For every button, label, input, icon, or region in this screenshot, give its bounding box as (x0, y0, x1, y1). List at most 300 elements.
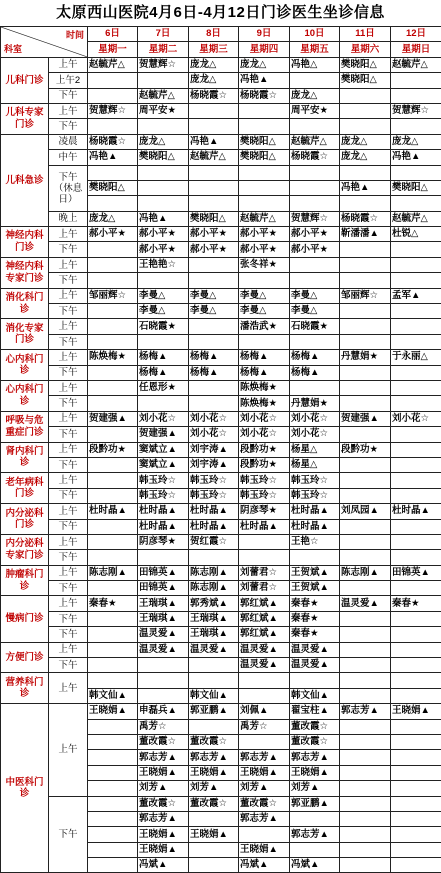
doctor-cell: 董改霞☆ (189, 734, 239, 749)
doctor-cell (138, 550, 189, 565)
date-header-row (1, 27, 441, 42)
doctor-cell (290, 380, 340, 395)
doctor-cell: 王晓娟▲ (138, 842, 189, 857)
doctor-cell: 温灵爱▲ (290, 642, 340, 657)
doctor-cell (290, 196, 340, 211)
doctor-cell: 刘蕾君☆ (239, 581, 290, 596)
schedule-row (1, 134, 441, 149)
doctor-cell: 郝小平★ (138, 242, 189, 257)
schedule-row (1, 350, 441, 365)
doctor-cell: 段黔功★ (239, 457, 290, 472)
doctor-cell: 申磊兵▲ (138, 704, 189, 719)
weekday-header-cell: 星期二 (138, 42, 189, 57)
corner-time-label: 时间 (66, 28, 84, 42)
weekday-header-cell: 星期六 (340, 42, 391, 57)
time-period-label: 下午 (49, 627, 88, 642)
doctor-cell: 韩文仙▲ (189, 688, 239, 703)
doctor-cell: 庞龙△ (340, 150, 391, 165)
doctor-cell (88, 319, 138, 334)
doctor-cell (239, 334, 290, 349)
doctor-cell (189, 165, 239, 180)
schedule-row (1, 442, 441, 457)
weekday-header-cell: 星期一 (88, 42, 138, 57)
doctor-cell: 刘凤园▲ (340, 504, 391, 519)
doctor-cell: 杨梅▲ (138, 350, 189, 365)
doctor-cell: 陈志刚▲ (189, 581, 239, 596)
doctor-cell: 韩玉玲☆ (290, 473, 340, 488)
doctor-cell (189, 319, 239, 334)
schedule-row (1, 457, 441, 472)
department-label: 肾内科门诊 (1, 442, 49, 473)
doctor-cell: 董改霞☆ (239, 796, 290, 811)
time-period-label: 上午 (49, 288, 88, 303)
doctor-cell (88, 842, 138, 857)
doctor-cell (189, 257, 239, 272)
doctor-cell: 李曼△ (239, 304, 290, 319)
doctor-cell: 郝小平★ (290, 242, 340, 257)
doctor-cell: 郭志芳▲ (239, 811, 290, 826)
doctor-cell: 郭红斌▲ (239, 596, 290, 611)
doctor-cell: 孟军▲ (391, 288, 441, 303)
doctor-cell: 郭志芳▲ (138, 750, 189, 765)
doctor-cell: 丹慧娟★ (290, 396, 340, 411)
doctor-cell (88, 811, 138, 826)
doctor-cell (189, 119, 239, 134)
doctor-cell (290, 811, 340, 826)
doctor-cell (391, 534, 441, 549)
date-header-cell: 7日 (138, 27, 189, 42)
doctor-cell (340, 427, 391, 442)
doctor-cell (290, 842, 340, 857)
time-period-label: 晚上 (49, 211, 88, 226)
doctor-cell: 杜时晶▲ (88, 504, 138, 519)
doctor-cell (391, 304, 441, 319)
time-period-label: 上午 (49, 227, 88, 242)
doctor-cell (340, 88, 391, 103)
date-header-cell: 6日 (88, 27, 138, 42)
doctor-cell: 杨晓霞☆ (290, 150, 340, 165)
doctor-cell: 周平安★ (290, 103, 340, 118)
schedule-row (1, 565, 441, 580)
time-period-label: 下午 (49, 488, 88, 503)
doctor-cell: 冯艳▲ (88, 150, 138, 165)
doctor-cell: 王贺斌▲ (290, 581, 340, 596)
time-period-label: 下午 (49, 658, 88, 673)
doctor-cell: 李曼△ (239, 288, 290, 303)
time-period-label: 上午 (49, 596, 88, 611)
doctor-cell: 庞龙△ (88, 211, 138, 226)
time-period-label: 上午 (49, 442, 88, 457)
doctor-cell: 韩玉玲☆ (290, 488, 340, 503)
doctor-cell (290, 334, 340, 349)
doctor-cell (88, 196, 138, 211)
doctor-cell (391, 380, 441, 395)
doctor-cell (290, 550, 340, 565)
schedule-row (1, 119, 441, 134)
doctor-cell (340, 488, 391, 503)
doctor-cell (391, 365, 441, 380)
department-label: 内分泌科专家门诊 (1, 534, 49, 565)
doctor-cell (239, 550, 290, 565)
doctor-cell: 杜时晶▲ (290, 504, 340, 519)
doctor-cell: 赵毓芹△ (391, 57, 441, 72)
doctor-cell (391, 427, 441, 442)
doctor-cell: 陈焕梅★ (239, 396, 290, 411)
doctor-cell: 邹丽辉☆ (340, 288, 391, 303)
doctor-cell: 杜锐△ (391, 227, 441, 242)
doctor-cell (290, 273, 340, 288)
doctor-cell: 郭志芳▲ (189, 750, 239, 765)
doctor-cell: 刘小花☆ (189, 411, 239, 426)
doctor-cell: 贺红霞☆ (189, 534, 239, 549)
doctor-cell: 王晓娟▲ (391, 704, 441, 719)
doctor-cell: 赵毓芹△ (239, 211, 290, 226)
doctor-cell (340, 642, 391, 657)
doctor-cell: 王晓娟▲ (189, 765, 239, 780)
doctor-cell: 郝小平★ (239, 242, 290, 257)
doctor-cell: 秦春★ (290, 596, 340, 611)
doctor-cell (391, 658, 441, 673)
department-label: 内分泌科门诊 (1, 504, 49, 535)
doctor-cell: 窦斌立▲ (138, 442, 189, 457)
schedule-row (1, 273, 441, 288)
doctor-cell: 郭秀斌▲ (189, 596, 239, 611)
doctor-cell: 禹芳☆ (239, 719, 290, 734)
doctor-cell: 樊晓阳△ (391, 180, 441, 195)
time-period-label: 上午 (49, 257, 88, 272)
doctor-cell (391, 88, 441, 103)
doctor-cell: 阴彦琴★ (239, 504, 290, 519)
doctor-cell (391, 781, 441, 796)
doctor-cell: 韩文仙▲ (88, 688, 138, 703)
schedule-row (1, 319, 441, 334)
doctor-cell: 阴彦琴★ (138, 534, 189, 549)
doctor-cell: 李曼△ (290, 304, 340, 319)
department-label: 心内科门诊 (1, 380, 49, 411)
schedule-row (1, 642, 441, 657)
doctor-cell (340, 796, 391, 811)
weekday-header-cell: 星期五 (290, 42, 340, 57)
schedule-row (1, 596, 441, 611)
doctor-cell: 刘佩▲ (239, 704, 290, 719)
doctor-cell: 王瑞琪▲ (138, 611, 189, 626)
doctor-cell (88, 88, 138, 103)
doctor-cell: 王晓娟▲ (88, 704, 138, 719)
doctor-cell: 郝小平★ (189, 227, 239, 242)
department-label: 呼吸与危重症门诊 (1, 411, 49, 442)
doctor-cell (340, 550, 391, 565)
doctor-cell (340, 627, 391, 642)
doctor-cell (391, 858, 441, 873)
doctor-cell: 樊晓阳△ (239, 134, 290, 149)
doctor-cell (88, 427, 138, 442)
doctor-cell (340, 858, 391, 873)
doctor-cell: 郝小平★ (88, 227, 138, 242)
department-label: 消化科门诊 (1, 288, 49, 319)
doctor-cell (88, 781, 138, 796)
doctor-cell (340, 827, 391, 842)
time-period-label: 上午 (49, 319, 88, 334)
doctor-cell: 韩文仙▲ (290, 688, 340, 703)
doctor-cell: 樊晓阳△ (340, 57, 391, 72)
doctor-cell (138, 658, 189, 673)
doctor-cell: 樊晓阳△ (189, 211, 239, 226)
doctor-cell (88, 242, 138, 257)
time-period-label: 上午 (49, 473, 88, 488)
doctor-cell: 韩玉玲☆ (189, 488, 239, 503)
doctor-cell: 杨梅▲ (290, 365, 340, 380)
doctor-cell (290, 165, 340, 180)
schedule-row (1, 411, 441, 426)
doctor-cell (391, 196, 441, 211)
schedule-table (0, 26, 441, 873)
doctor-cell: 郭志芳▲ (340, 704, 391, 719)
weekday-header-cell: 星期四 (239, 42, 290, 57)
department-label: 儿科急诊 (1, 134, 49, 226)
doctor-cell (138, 165, 189, 180)
doctor-cell: 杨梅▲ (239, 350, 290, 365)
doctor-cell (391, 319, 441, 334)
schedule-row (1, 396, 441, 411)
doctor-cell (340, 165, 391, 180)
doctor-cell: 赵毓芹△ (189, 150, 239, 165)
doctor-cell: 秦春★ (88, 596, 138, 611)
doctor-cell (138, 396, 189, 411)
doctor-cell: 杨晓霞☆ (340, 211, 391, 226)
doctor-cell: 刘小花☆ (391, 411, 441, 426)
doctor-cell: 石晓霞★ (290, 319, 340, 334)
doctor-cell (340, 334, 391, 349)
doctor-cell (340, 103, 391, 118)
doctor-cell: 冯斌▲ (138, 858, 189, 873)
doctor-cell (391, 581, 441, 596)
doctor-cell (189, 380, 239, 395)
doctor-cell (189, 858, 239, 873)
date-header-cell: 10日 (290, 27, 340, 42)
doctor-cell (340, 611, 391, 626)
schedule-row (1, 304, 441, 319)
doctor-cell: 杨梅▲ (189, 365, 239, 380)
doctor-cell: 冯艳▲ (239, 73, 290, 88)
doctor-cell: 冯斌▲ (290, 858, 340, 873)
doctor-cell (391, 750, 441, 765)
time-period-label: 上午2 (49, 73, 88, 88)
doctor-cell (88, 611, 138, 626)
doctor-cell (88, 765, 138, 780)
time-period-label: 下午 (49, 273, 88, 288)
doctor-cell: 贺慧辉☆ (391, 103, 441, 118)
doctor-cell: 段黔功★ (88, 442, 138, 457)
time-period-label: 上午 (49, 57, 88, 72)
schedule-row (1, 658, 441, 673)
doctor-cell (340, 365, 391, 380)
page-title: 太原西山医院4月6日-4月12日门诊医生坐诊信息 (0, 0, 441, 26)
doctor-cell (391, 611, 441, 626)
doctor-cell (189, 273, 239, 288)
doctor-cell (88, 396, 138, 411)
doctor-cell (88, 273, 138, 288)
doctor-cell: 陈焕梅★ (239, 380, 290, 395)
doctor-cell (239, 273, 290, 288)
doctor-cell: 樊晓阳△ (239, 150, 290, 165)
doctor-cell (340, 319, 391, 334)
doctor-cell: 董改霞☆ (290, 734, 340, 749)
time-period-label: 下午 (49, 304, 88, 319)
doctor-cell: 温灵爱▲ (138, 627, 189, 642)
schedule-row (1, 796, 441, 811)
doctor-cell (340, 581, 391, 596)
doctor-cell (239, 103, 290, 118)
doctor-cell: 贺慧辉☆ (290, 211, 340, 226)
doctor-cell: 窦斌立▲ (138, 457, 189, 472)
doctor-cell: 陈志刚▲ (88, 565, 138, 580)
doctor-cell: 李曼△ (290, 288, 340, 303)
doctor-cell (88, 550, 138, 565)
doctor-cell (88, 304, 138, 319)
time-period-label: 下午 (49, 427, 88, 442)
department-label: 中医科门诊 (1, 704, 49, 873)
doctor-cell: 韩玉玲☆ (189, 473, 239, 488)
doctor-cell: 庞龙△ (138, 134, 189, 149)
doctor-cell (391, 673, 441, 688)
schedule-row (1, 504, 441, 519)
schedule-row (1, 534, 441, 549)
time-period-label: 下午 (49, 242, 88, 257)
doctor-cell (340, 734, 391, 749)
doctor-cell (88, 473, 138, 488)
department-label: 肿瘤科门诊 (1, 565, 49, 596)
doctor-cell: 郝小平★ (290, 227, 340, 242)
doctor-cell: 翟宝柱▲ (290, 704, 340, 719)
doctor-cell: 杜时晶▲ (189, 504, 239, 519)
doctor-cell: 杜时晶▲ (239, 519, 290, 534)
doctor-cell: 张冬祥★ (239, 257, 290, 272)
time-period-label: 上午 (49, 565, 88, 580)
doctor-cell: 贺建强▲ (88, 411, 138, 426)
doctor-cell (340, 811, 391, 826)
doctor-cell (239, 165, 290, 180)
doctor-cell: 王瑞琪▲ (138, 596, 189, 611)
doctor-cell: 贺建强▲ (340, 411, 391, 426)
doctor-cell (391, 550, 441, 565)
doctor-cell: 温灵爱▲ (290, 658, 340, 673)
doctor-cell: 王晓娟▲ (239, 842, 290, 857)
schedule-row (1, 427, 441, 442)
department-label: 心内科门诊 (1, 350, 49, 381)
doctor-cell (189, 658, 239, 673)
schedule-row (1, 550, 441, 565)
doctor-cell: 杨星△ (290, 442, 340, 457)
schedule-row (1, 242, 441, 257)
doctor-cell (239, 534, 290, 549)
doctor-cell: 冯斌▲ (239, 858, 290, 873)
time-period-label: 凌晨 (49, 134, 88, 149)
department-label: 神经内科门诊 (1, 227, 49, 258)
department-label: 儿科门诊 (1, 57, 49, 103)
doctor-cell (88, 673, 138, 688)
doctor-cell: 庞龙△ (189, 57, 239, 72)
doctor-cell: 李曼△ (189, 304, 239, 319)
department-label: 消化专家门诊 (1, 319, 49, 350)
time-period-label: 上午 (49, 380, 88, 395)
doctor-cell (391, 273, 441, 288)
doctor-cell: 潘浩武★ (239, 319, 290, 334)
doctor-cell (138, 180, 189, 195)
doctor-cell (239, 688, 290, 703)
doctor-cell: 刘小花☆ (189, 427, 239, 442)
time-period-label: 下午 (49, 457, 88, 472)
doctor-cell: 杨梅▲ (138, 365, 189, 380)
doctor-cell: 周平安★ (138, 103, 189, 118)
schedule-row (1, 150, 441, 165)
doctor-cell (391, 242, 441, 257)
time-period-label: 上午 (49, 534, 88, 549)
doctor-cell (290, 673, 340, 688)
doctor-cell: 李曼△ (138, 288, 189, 303)
doctor-cell (189, 842, 239, 857)
doctor-cell: 王晓娟▲ (138, 765, 189, 780)
doctor-cell: 石晓霞★ (138, 319, 189, 334)
doctor-cell (391, 165, 441, 180)
doctor-cell: 陈焕梅★ (88, 350, 138, 365)
doctor-cell: 郭志芳▲ (239, 750, 290, 765)
doctor-cell (290, 73, 340, 88)
schedule-row (1, 57, 441, 72)
doctor-cell (391, 396, 441, 411)
schedule-row (1, 519, 441, 534)
time-period-label: 下午 (49, 519, 88, 534)
doctor-cell: 杨梅▲ (239, 365, 290, 380)
doctor-cell (88, 796, 138, 811)
doctor-cell: 李曼△ (138, 304, 189, 319)
department-label: 方便门诊 (1, 642, 49, 673)
doctor-cell (239, 180, 290, 195)
doctor-cell: 杜时晶▲ (138, 519, 189, 534)
doctor-cell (290, 119, 340, 134)
doctor-cell: 韩玉玲☆ (239, 473, 290, 488)
time-period-label: 下午 (49, 796, 88, 873)
doctor-cell: 杜时晶▲ (189, 519, 239, 534)
doctor-cell (88, 380, 138, 395)
doctor-cell: 冯艳▲ (340, 180, 391, 195)
doctor-cell (391, 473, 441, 488)
schedule-row (1, 611, 441, 626)
doctor-cell (189, 103, 239, 118)
doctor-cell: 王瑞琪▲ (189, 627, 239, 642)
doctor-cell (88, 750, 138, 765)
doctor-cell: 任恩形★ (138, 380, 189, 395)
doctor-cell: 冯艳▲ (189, 134, 239, 149)
time-period-label: 中午 (49, 150, 88, 165)
doctor-cell (391, 73, 441, 88)
doctor-cell: 郭红斌▲ (239, 611, 290, 626)
doctor-cell (189, 550, 239, 565)
doctor-cell (138, 334, 189, 349)
doctor-cell (88, 73, 138, 88)
doctor-cell (88, 734, 138, 749)
doctor-cell: 韩玉玲☆ (138, 488, 189, 503)
doctor-cell (239, 119, 290, 134)
doctor-cell (88, 719, 138, 734)
time-period-label: 下午 (49, 119, 88, 134)
doctor-cell (340, 781, 391, 796)
doctor-cell: 赵毓芹△ (391, 211, 441, 226)
doctor-cell (391, 688, 441, 703)
doctor-cell: 温灵爱▲ (239, 642, 290, 657)
doctor-cell: 陈志刚▲ (340, 565, 391, 580)
schedule-row (1, 227, 441, 242)
doctor-cell (88, 519, 138, 534)
